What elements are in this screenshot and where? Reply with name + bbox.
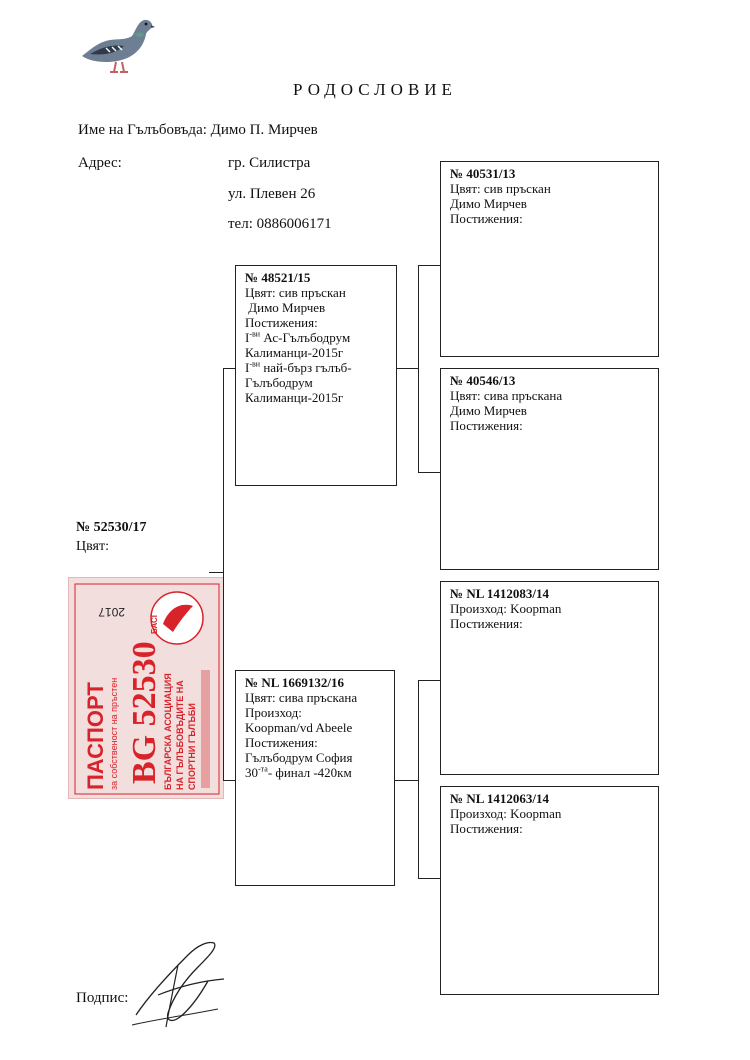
handwritten-signature <box>128 935 238 1035</box>
connector-to-subject <box>209 572 224 573</box>
dam-origin-label: Произход: <box>245 705 302 720</box>
connector-dam-out <box>394 780 418 781</box>
address-label: Адрес: <box>78 155 122 171</box>
connector-to-sire <box>223 368 235 369</box>
sire-dam-box <box>440 368 659 570</box>
dam-dam-origin: Произход: Koopman <box>450 806 562 821</box>
passport-footer-stripe <box>201 670 210 788</box>
dam-sire-origin: Произход: Koopman <box>450 601 562 616</box>
sire-sire-achievements-label: Постижения: <box>450 211 523 226</box>
passport-ring-number: BG 52530 <box>126 641 163 784</box>
dam-dam-box <box>440 786 659 995</box>
address-street: ул. Плевен 26 <box>228 186 316 202</box>
document-title: РОДОСЛОВИЕ <box>293 80 457 99</box>
sire-sire-color: Цвят: сив пръскан <box>450 181 551 196</box>
connector-dam-vertical <box>418 680 419 878</box>
breeder-name-label: Име на Гълъбовъда: <box>78 122 207 138</box>
pigeon-illustration <box>76 10 156 80</box>
subject-bird <box>76 518 146 556</box>
sire-dam-owner: Димо Мирчев <box>450 403 527 418</box>
connector-sire-out <box>396 368 418 369</box>
ring-passport-card <box>68 577 224 799</box>
passport-association-line-3: СПОРТНИ ГЪЛЪБИ <box>187 703 197 790</box>
dam-sire-number: № NL 1412083/14 <box>450 586 550 601</box>
breeder-name-row <box>78 122 318 139</box>
sire-owner: Димо Мирчев <box>245 300 326 315</box>
dam-achievements-label: Постижения: <box>245 735 318 750</box>
sire-achievement-2-venue: Гълъбодрум <box>245 375 313 390</box>
dam-achievement-venue: Гълъбодрум София <box>245 750 353 765</box>
dam-number: № NL 1669132/16 <box>245 675 345 690</box>
connector-to-sire-sire <box>418 265 440 266</box>
passport-logo <box>150 592 203 644</box>
sire-sire-box <box>440 161 659 357</box>
sire-achievement-2-place: Калиманци-2015г <box>245 390 344 405</box>
sire-dam-color: Цвят: сива пръскана <box>450 388 563 403</box>
address-phone: тел: 0886006171 <box>228 216 332 232</box>
connector-to-dam <box>223 780 235 781</box>
dam-dam-achievements-label: Постижения: <box>450 821 523 836</box>
connector-to-sire-dam <box>418 472 440 473</box>
dam-color: Цвят: сива пръскана <box>245 690 358 705</box>
passport-association-line-1: БЪЛГАРСКА АСОЦИАЦИЯ <box>163 673 173 790</box>
sire-box <box>235 265 397 486</box>
dam-dam-number: № NL 1412063/14 <box>450 791 550 806</box>
connector-to-dam-sire <box>418 680 440 681</box>
sire-achievements-label: Постижения: <box>245 315 318 330</box>
sire-sire-owner: Димо Мирчев <box>450 196 527 211</box>
dam-sire-box <box>440 581 659 775</box>
dam-sire-achievements-label: Постижения: <box>450 616 523 631</box>
dam-origin-value: Koopman/vd Abeele <box>245 720 353 735</box>
sire-sire-number: № 40531/13 <box>450 166 516 181</box>
subject-color-label: Цвят: <box>76 539 109 554</box>
sire-number: № 48521/15 <box>245 270 311 285</box>
breeder-name-value: Димо П. Мирчев <box>210 122 318 138</box>
passport-ownership-text: за собственост на пръстен <box>109 677 119 790</box>
connector-sire-vertical <box>418 265 419 472</box>
address-city: гр. Силистра <box>228 155 311 171</box>
subject-number: № 52530/17 <box>76 520 147 535</box>
dam-achievement-1: $30^{-та}-$ финал -420км <box>245 764 352 780</box>
passport-title: ПАСПОРТ <box>83 682 108 790</box>
signature-label: Подпис: <box>76 990 129 1006</box>
passport-graphic <box>69 578 224 799</box>
sire-color: Цвят: сив пръскан <box>245 285 346 300</box>
sire-achievement-2: $I^{-ви}$ най-бърз гълъб- <box>245 359 352 375</box>
sire-dam-number: № 40546/13 <box>450 373 516 388</box>
sire-achievement-1-place: Калиманци-2015г <box>245 345 344 360</box>
sire-achievement-1: $I^{-ви}$ Ас-Гълъбодрум <box>245 329 351 345</box>
passport-association-line-2: НА ГЪЛЪБОВЪДИТЕ НА <box>175 680 185 790</box>
connector-to-dam-dam <box>418 878 440 879</box>
sire-dam-achievements-label: Постижения: <box>450 418 523 433</box>
passport-logo-text: БАСГ <box>150 612 159 634</box>
passport-year: 2017 <box>98 605 125 619</box>
dam-box <box>235 670 395 886</box>
connector-main-vertical <box>223 368 224 780</box>
